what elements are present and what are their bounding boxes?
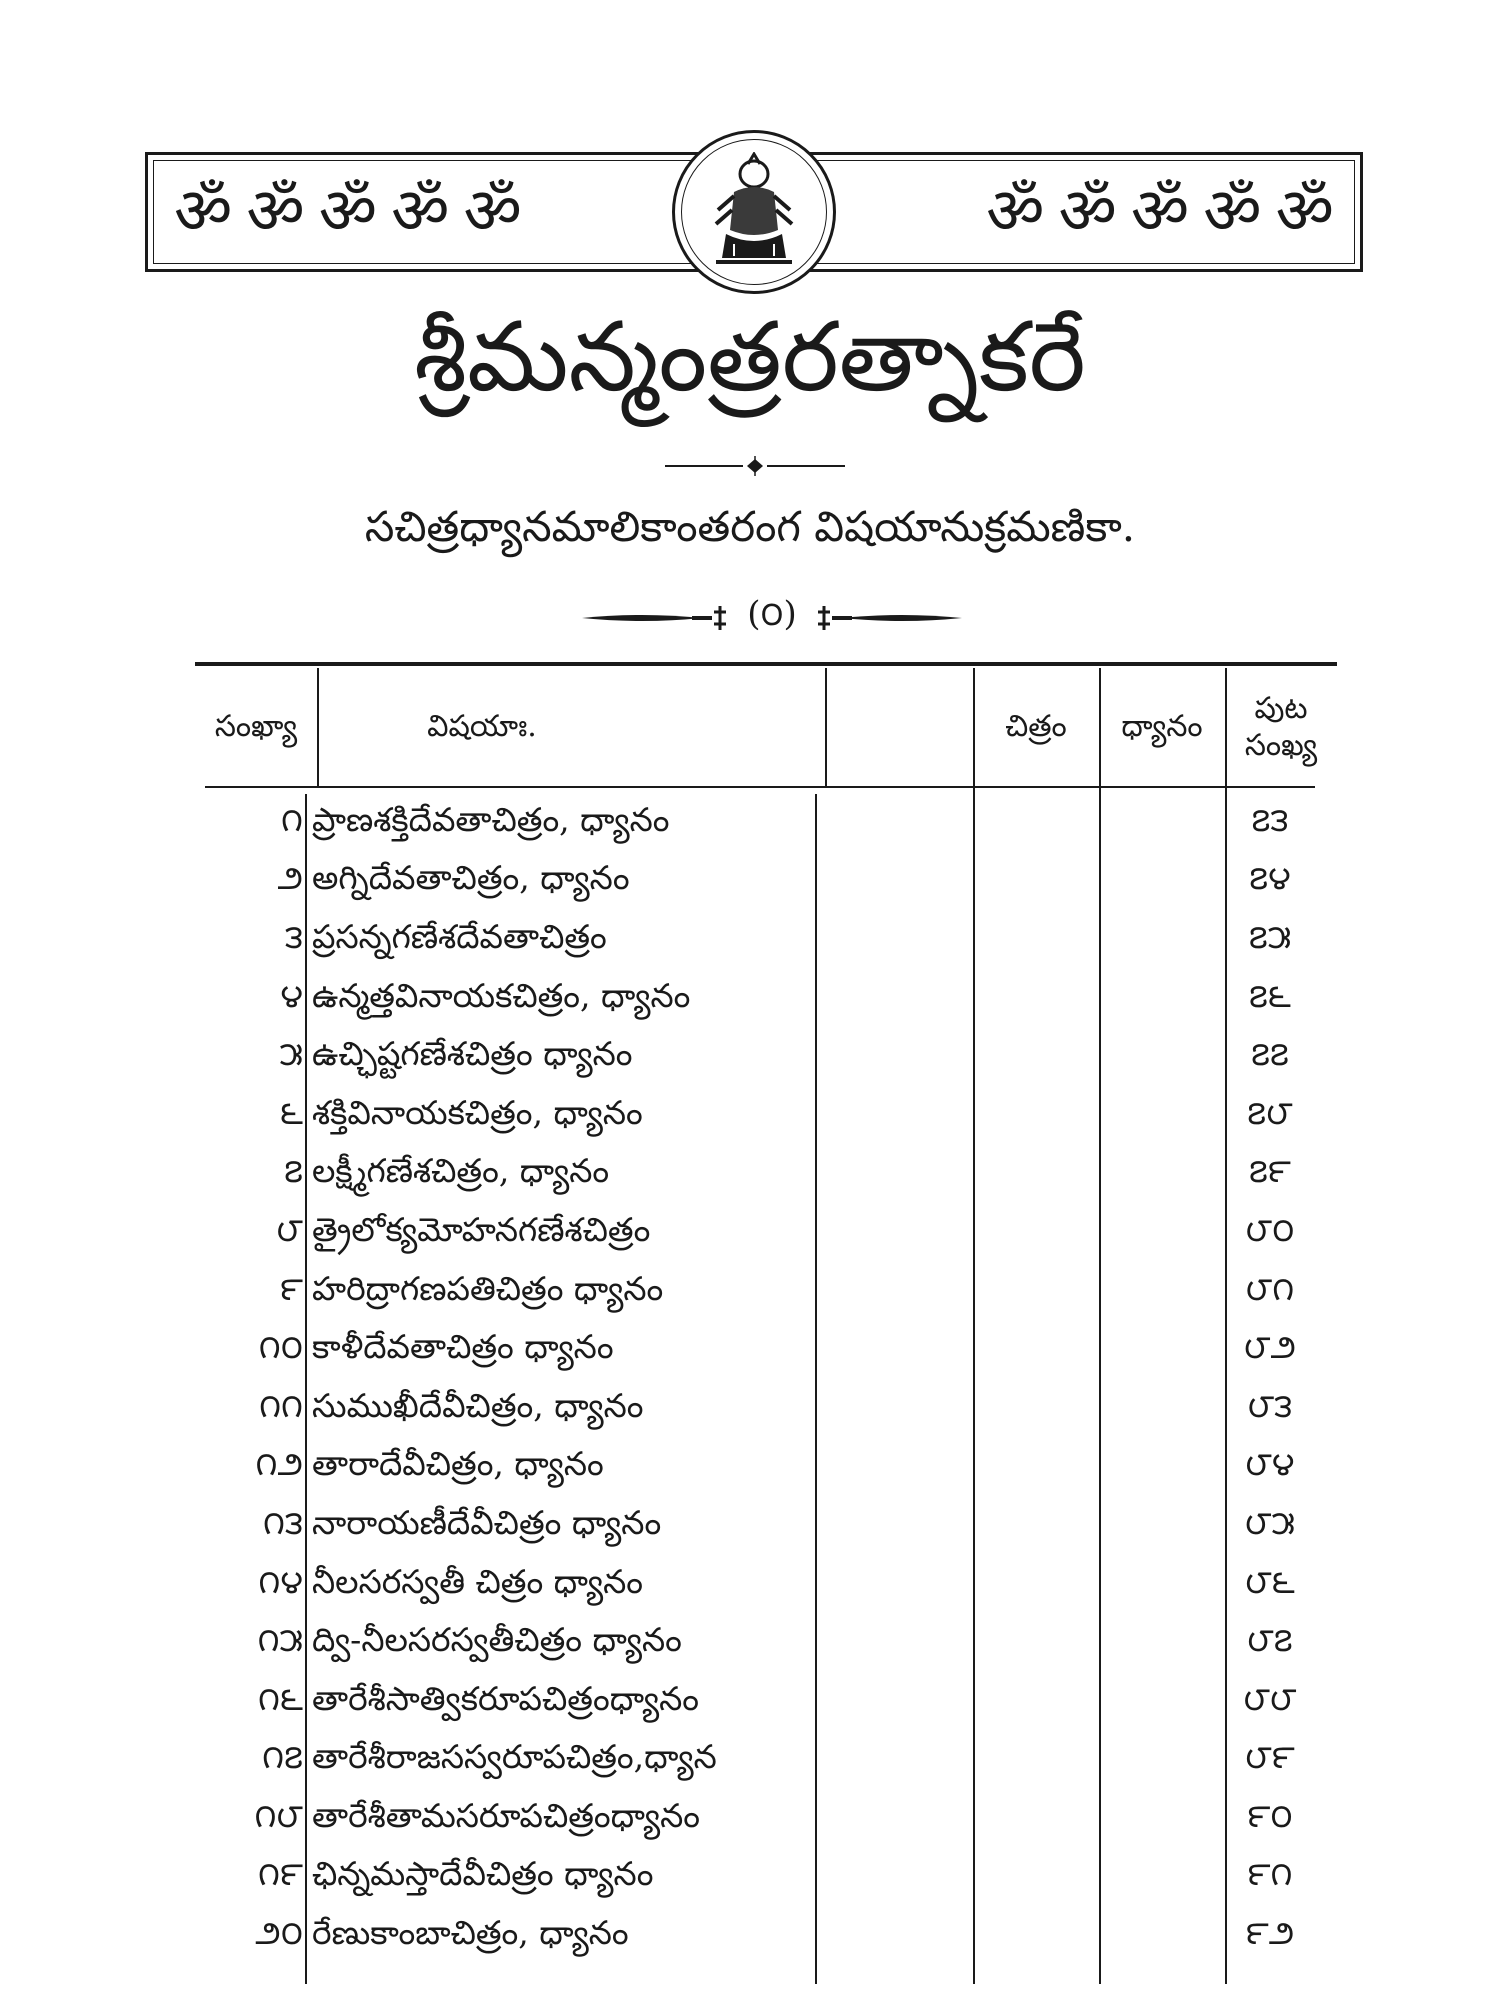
- table-row: [195, 1146, 1337, 1205]
- row-number: ౧౯: [258, 1854, 303, 1894]
- row-number: ౧౫: [257, 1620, 303, 1660]
- table-row: [195, 1907, 1337, 1966]
- row-page: ౮౭: [1247, 1620, 1293, 1660]
- table-row: [195, 853, 1337, 912]
- row-page: ౭౩: [1251, 799, 1289, 839]
- page-subtitle: సచిత్రధ్యానమాలికాంతరంగ విషయానుక్రమణికా.: [364, 502, 1136, 551]
- row-page: ౮౩: [1247, 1385, 1293, 1425]
- om-symbol: ॐ: [391, 175, 450, 249]
- table-row: [195, 970, 1337, 1029]
- row-page: ౭౪: [1249, 858, 1291, 898]
- ganesha-emblem-icon: [672, 130, 836, 294]
- om-symbol: ॐ: [1058, 175, 1117, 249]
- row-title: ప్రసన్నగణేశదేవతాచిత్రం: [312, 916, 607, 956]
- row-number: ౧౦: [258, 1327, 303, 1367]
- row-page: ౯౧: [1247, 1854, 1293, 1894]
- ornament-center-text: (౦): [747, 594, 797, 634]
- row-number: ౫: [279, 1034, 303, 1074]
- row-title: తారాదేవీచిత్రం, ధ్యానం: [312, 1444, 604, 1484]
- om-symbol: ॐ: [986, 175, 1045, 249]
- table-row: [195, 1849, 1337, 1908]
- row-number: ౧౧: [259, 1385, 303, 1425]
- table-row: [195, 1556, 1337, 1615]
- om-symbol: ॐ: [246, 175, 305, 249]
- row-number: ౭: [284, 1151, 303, 1191]
- header-page: పుట సంఖ్య: [1244, 690, 1318, 763]
- om-symbol: ॐ: [174, 175, 233, 249]
- om-symbol: ॐ: [318, 175, 378, 249]
- row-number: ౧౩: [263, 1502, 303, 1542]
- row-number: ౧౨: [255, 1444, 303, 1484]
- table-row: [195, 1614, 1337, 1673]
- row-title: ఉన్మత్తవినాయకచిత్రం, ధ్యానం: [312, 975, 691, 1015]
- row-number: ౩: [284, 916, 303, 956]
- row-page: ౭౯: [1249, 1151, 1291, 1191]
- row-title: ద్వి-నీలసరస్వతీచిత్రం ధ్యానం: [312, 1620, 682, 1660]
- table-row: [195, 1028, 1337, 1087]
- table-row: [195, 1497, 1337, 1556]
- row-number: ౧౬: [258, 1678, 303, 1718]
- page-title: శ్రీమన్మంత్రరత్నాకరే: [414, 301, 1086, 413]
- contents-table: [195, 652, 1337, 2000]
- row-page: ౭౮: [1247, 1092, 1293, 1132]
- row-number: ౨: [277, 858, 303, 898]
- row-number: ౧౭: [262, 1737, 303, 1777]
- table-body: [195, 794, 1337, 1966]
- row-number: ౪: [280, 975, 303, 1015]
- row-page: ౮౨: [1243, 1327, 1296, 1367]
- row-title: త్రైలోక్యమోహనగణేశచిత్రం: [312, 1209, 651, 1249]
- row-page: ౮౬: [1245, 1561, 1295, 1601]
- om-symbol: ॐ: [1130, 175, 1190, 249]
- om-symbol: ॐ: [1275, 175, 1334, 249]
- row-title: సుముఖీదేవీచిత్రం, ధ్యానం: [312, 1385, 644, 1425]
- table-header-rule: [205, 786, 1315, 788]
- row-title: తారేశీతామసరూపచిత్రంధ్యానం: [312, 1795, 700, 1835]
- table-row: [195, 794, 1337, 853]
- row-title: తారేశీసాత్వికరూపచిత్రంధ్యానం: [312, 1678, 700, 1718]
- om-banner: [145, 152, 1363, 272]
- row-number: ౧౪: [258, 1561, 303, 1601]
- row-page: ౮౧: [1245, 1268, 1295, 1308]
- row-number: ౧౮: [254, 1795, 303, 1835]
- table-row: [195, 1439, 1337, 1498]
- row-title: ఉచ్ఛిష్టగణేశచిత్రం ధ్యానం: [312, 1034, 633, 1074]
- row-page: ౭౭: [1251, 1034, 1289, 1074]
- header-dhyana: ధ్యానం: [1121, 709, 1203, 745]
- table-row: [195, 1204, 1337, 1263]
- row-title: హరిద్రాగణపతిచిత్రం ధ్యానం: [312, 1268, 664, 1308]
- ganesha-figure-icon: [704, 152, 804, 272]
- row-number: ౧: [281, 799, 303, 839]
- row-page: ౯౨: [1245, 1913, 1295, 1953]
- table-row: [195, 1673, 1337, 1732]
- header-picture: చిత్రం: [1005, 709, 1067, 745]
- row-page: ౮౮: [1243, 1678, 1297, 1718]
- row-page: ౮౦: [1245, 1209, 1295, 1249]
- om-group-right: [960, 175, 1360, 249]
- center-ornament: [582, 590, 962, 646]
- row-number: ౯: [279, 1268, 303, 1308]
- table-row: [195, 1790, 1337, 1849]
- table-row: [195, 1321, 1337, 1380]
- row-title: లక్ష్మీగణేశచిత్రం, ధ్యానం: [312, 1151, 610, 1191]
- header-subject: విషయాః.: [427, 709, 537, 745]
- col-divider: [825, 668, 827, 786]
- row-title: రేణుకాంబాచిత్రం, ధ్యానం: [312, 1913, 629, 1953]
- row-page: ౭౬: [1249, 975, 1291, 1015]
- divider-ornament-icon: [665, 456, 845, 476]
- table-top-rule: [195, 662, 1337, 666]
- om-symbol: ॐ: [1203, 175, 1262, 249]
- om-group-left: [148, 175, 548, 249]
- row-title: ప్రాణశక్తిదేవతాచిత్రం, ధ్యానం: [312, 799, 670, 839]
- row-number: ౬: [279, 1092, 303, 1132]
- row-number: ౮: [276, 1209, 303, 1249]
- row-page: ౮౫: [1245, 1502, 1295, 1542]
- row-title: శక్తివినాయకచిత్రం, ధ్యానం: [312, 1092, 643, 1132]
- om-symbol: ॐ: [463, 175, 522, 249]
- row-page: ౭౫: [1248, 916, 1292, 956]
- row-page: ౯౦: [1247, 1795, 1293, 1835]
- row-title: నీలసరస్వతీ చిత్రం ధ్యానం: [312, 1561, 644, 1601]
- table-row: [195, 1732, 1337, 1791]
- row-title: ఛిన్నమస్తాదేవీచిత్రం ధ్యానం: [312, 1854, 654, 1894]
- row-page: ౮౪: [1245, 1444, 1295, 1484]
- header-number: సంఖ్యా: [214, 709, 298, 745]
- row-title: తారేశీరాజసస్వరూపచిత్రం,ధ్యాన: [312, 1737, 717, 1777]
- row-number: ౨౦: [255, 1913, 303, 1953]
- table-row: [195, 1087, 1337, 1146]
- row-title: నారాయణీదేవీచిత్రం ధ్యానం: [312, 1502, 662, 1542]
- row-title: అగ్నిదేవతాచిత్రం, ధ్యానం: [312, 858, 630, 898]
- table-row: [195, 1380, 1337, 1439]
- row-title: కాళీదేవతాచిత్రం ధ్యానం: [312, 1327, 614, 1367]
- table-row: [195, 1263, 1337, 1322]
- table-row: [195, 911, 1337, 970]
- row-page: ౮౯: [1245, 1737, 1295, 1777]
